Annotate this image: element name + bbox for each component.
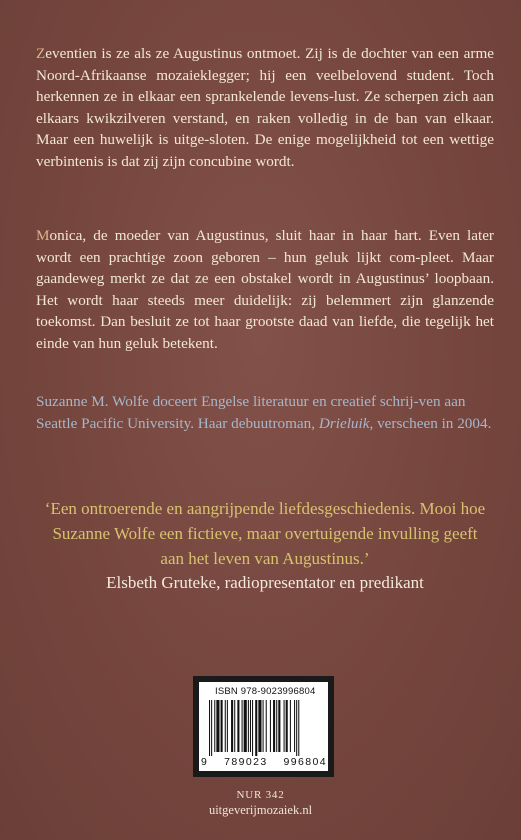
- barcode-digits: [201, 756, 327, 768]
- bio-text: Suzanne M. Wolfe doceert Engelse literatuur en creatief schrij-ven aan Seattle Pacific University. Haar debuutroman,: [36, 393, 466, 432]
- barcode-bar: [276, 700, 277, 752]
- barcode-bar: [255, 700, 257, 756]
- barcode-bar: [252, 700, 253, 756]
- quote-attribution: Elsbeth Gruteke, radiopresentator en predikant: [106, 573, 424, 592]
- barcode-bar: [242, 700, 243, 752]
- isbn-label: ISBN 978-9023996804: [215, 686, 316, 697]
- barcode-bar: [258, 700, 261, 752]
- drop-letter: M: [36, 227, 50, 244]
- barcode-digits-left: 789023: [224, 756, 268, 768]
- barcode-bar: [244, 700, 247, 752]
- barcode-bar: [221, 700, 223, 752]
- barcode-bar: [273, 700, 275, 752]
- barcode-digits-right: 996804: [283, 756, 327, 768]
- barcode-bar: [284, 700, 285, 752]
- barcode-bar: [227, 700, 228, 752]
- barcode-bar: [263, 700, 264, 752]
- barcode-bar: [296, 700, 297, 756]
- isbn-barcode-box: [193, 676, 334, 777]
- barcode-bar: [211, 700, 212, 756]
- review-quote: ‘Een ontroerende en aangrijpende liefdesgeschiedenis. Mooi hoe Suzanne Wolfe een fictieve, maar overtuigende invulling geeft aan het leven van Augustinus.’: [44, 499, 486, 568]
- barcode-bar: [209, 700, 210, 756]
- barcode-bar: [248, 700, 249, 752]
- barcode-bar: [225, 700, 226, 752]
- barcode-digit-first: 9: [201, 756, 209, 768]
- debut-title: Drieluik: [318, 414, 370, 432]
- barcode-image: [207, 700, 325, 756]
- author-bio: [36, 391, 494, 434]
- blurb-text: eventien is ze als ze Augustinus ontmoet. Zij is de dochter van een arme Noord-Afrikaanse mozaieklegger; hij een veelbelovend student. Toch herkennen ze in elkaar een sprankelende levens-lust. Ze scherpen zich aan elkaars kwikzilveren verstand, en raken volledig in de ban van elkaar. Maar een huwelijk is uitge-sloten. De enige mogelijkheid tot een wettige verbintenis is dat zij zijn concubine wordt.: [36, 45, 494, 170]
- publisher-url: uitgeverijmozaiek.nl: [208, 803, 313, 817]
- bio-text-end: , verscheen in 2004.: [369, 414, 492, 432]
- barcode-bar: [278, 700, 280, 752]
- blurb-paragraph-2: [36, 225, 494, 355]
- barcode-bar: [286, 700, 288, 752]
- barcode-bar: [216, 700, 219, 752]
- blurb-paragraph-1: [36, 43, 494, 173]
- barcode-bar: [214, 700, 215, 752]
- barcode-bar: [266, 700, 267, 752]
- barcode-bar: [270, 700, 271, 752]
- barcode-bar: [250, 700, 251, 752]
- drop-letter: Z: [36, 45, 46, 62]
- barcode-bar: [294, 700, 295, 752]
- barcode-bar: [234, 700, 235, 752]
- blurb-text: onica, de moeder van Augustinus, sluit haar in haar hart. Even later wordt een prachtige zoon geboren – hun geluk lijkt com-pleet. Maar gaandeweg merkt ze dat ze een obstakel wordt in Augustinus’ loopbaan. Het wordt haar steeds meer duidelijk: zij belemmert zijn glanzende toekomst. Dan besluit ze tot haar grootste daad van liefde, die tegelijk het einde van hun geluk betekent.: [36, 227, 494, 352]
- barcode-bar: [290, 700, 291, 752]
- nur-code: NUR 342: [236, 789, 285, 801]
- barcode-bar: [298, 700, 299, 756]
- barcode-bar: [237, 700, 239, 752]
- barcode-bar: [231, 700, 233, 752]
